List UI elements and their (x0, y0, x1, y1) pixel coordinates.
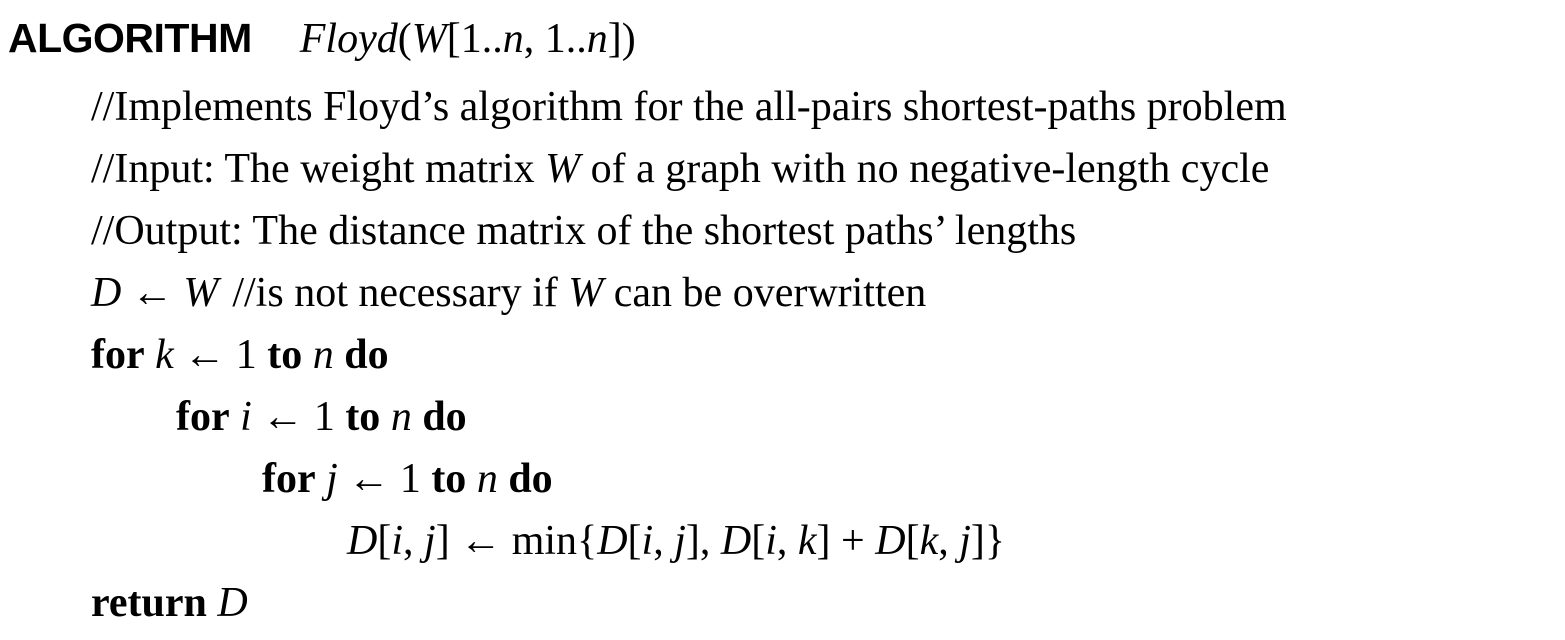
kw-to: to (267, 332, 303, 378)
loop-k (91, 330, 389, 380)
kw-for: for (262, 456, 316, 502)
bracket: ]} (970, 518, 1006, 564)
comma: , (938, 518, 960, 564)
index-i: i (391, 518, 404, 564)
param-range-open: [1.. (446, 16, 503, 62)
term-d: D (875, 518, 906, 564)
init-comment: //is not necessary if (232, 270, 569, 316)
loop-var: k (155, 332, 174, 378)
update-statement (347, 516, 1005, 566)
bracket: ], (685, 518, 721, 564)
loop-end: n (390, 394, 412, 440)
comment-input-rest: of a graph with no negative-length cycle (580, 146, 1270, 192)
kw-to: to (431, 456, 467, 502)
kw-return: return (91, 580, 207, 626)
kw-do: do (344, 332, 389, 378)
plus-operator: + (830, 518, 876, 564)
bracket: [ (377, 518, 392, 564)
algorithm-keyword: ALGORITHM (8, 15, 252, 61)
assign-arrow: ← (261, 394, 304, 440)
loop-end: n (476, 456, 498, 502)
param-range-mid: , 1.. (523, 16, 587, 62)
bracket: [ (627, 518, 642, 564)
loop-start: 1 (399, 456, 421, 502)
assign-arrow: ← (459, 518, 502, 564)
bracket: [ (751, 518, 766, 564)
init-statement (91, 268, 926, 318)
assign-arrow: ← (183, 332, 226, 378)
index-i: i (765, 518, 777, 564)
term-d: D (597, 518, 628, 564)
comment-input-text: //Input: The weight matrix (91, 146, 546, 192)
kw-for: for (91, 332, 145, 378)
param-n1: n (502, 16, 524, 62)
algorithm-header (8, 13, 636, 64)
comment-implements: //Implements Floyd’s algorithm for the all-pairs shortest-paths problem (91, 84, 1287, 130)
assign-arrow: ← (131, 270, 174, 316)
comment-output: //Output: The distance matrix of the shortest paths’ lengths (91, 208, 1077, 254)
algorithm-name: Floyd (299, 16, 398, 62)
init-rhs: W (183, 270, 219, 316)
assign-arrow: ← (347, 456, 390, 502)
kw-for: for (176, 394, 230, 440)
index-j: j (674, 518, 686, 564)
kw-to: to (345, 394, 381, 440)
init-lhs: D (91, 270, 122, 316)
comma: , (653, 518, 675, 564)
loop-i (176, 392, 467, 442)
init-comment-rest: can be overwritten (603, 270, 927, 316)
index-j: j (959, 518, 971, 564)
param-open: ( (397, 16, 412, 62)
kw-do: do (508, 456, 553, 502)
loop-start: 1 (313, 394, 335, 440)
init-comment-var: W (568, 270, 604, 316)
index-k: k (919, 518, 939, 564)
index-j: j (424, 518, 436, 564)
loop-end: n (312, 332, 334, 378)
loop-j (262, 454, 553, 504)
loop-var: i (240, 394, 252, 440)
comment-input-var: W (545, 146, 581, 192)
bracket: ] (435, 518, 450, 564)
comma: , (403, 518, 425, 564)
return-value: D (217, 580, 248, 626)
param-close: ]) (607, 16, 636, 62)
min-function: min{ (511, 518, 598, 564)
index-i: i (641, 518, 654, 564)
index-k: k (797, 518, 817, 564)
loop-start: 1 (235, 332, 257, 378)
param-matrix: W (411, 16, 447, 62)
loop-var: j (326, 456, 338, 502)
term-d: D (347, 518, 378, 564)
comment-input (91, 144, 1269, 194)
return-statement (91, 578, 248, 628)
kw-do: do (422, 394, 467, 440)
bracket: [ (905, 518, 920, 564)
comma: , (776, 518, 798, 564)
param-n2: n (586, 16, 608, 62)
term-d: D (720, 518, 752, 564)
bracket: ] (816, 518, 831, 564)
